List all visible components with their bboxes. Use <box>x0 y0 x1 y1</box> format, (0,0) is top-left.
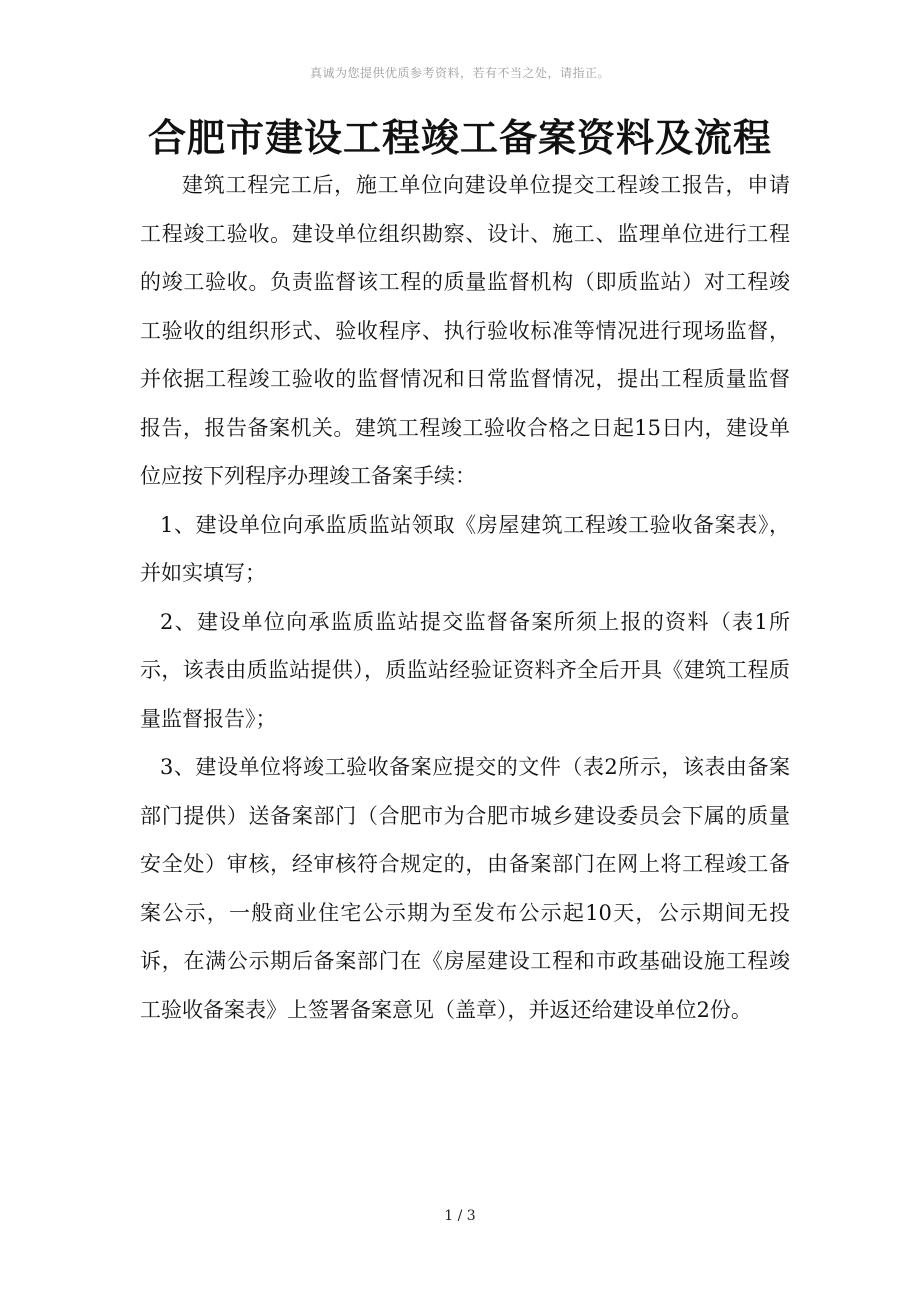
header-disclaimer: 真诚为您提供优质参考资料，若有不当之处，请指正。 <box>309 66 610 80</box>
intro-paragraph: 建筑工程完工后，施工单位向建设单位提交工程竣工报告，申请工程竣工验收。建设单位组织勘察、设计、施工、监理单位进行工程的竣工验收。负责监督该工程的质量监督机构（即质监站）对工程竣工验收的组织形式、验收程序、执行验收标准等情况进行现场监督，并依据工程竣工验收的监督情况和日常监督情况，提出工程质量监督报告，报告备案机关。建筑工程竣工验收合格之日起15日内，建设单位应按下列程序办理竣工备案手续： <box>140 173 790 488</box>
page-number: 1 / 3 <box>444 1208 476 1224</box>
procedure-item-3: 3、建设单位将竣工验收备案应提交的文件（表2所示，该表由备案部门提供）送备案部门（合肥市为合肥市城乡建设委员会下属的质量安全处）审核，经审核符合规定的，由备案部门在网上将工程竣工备案公示，一般商业住宅公示期为至发布公示起10天，公示期间无投诉，在满公示期后备案部门在《房屋建设工程和市政基础设施工程竣工验收备案表》上签署备案意见（盖章），并返还给建设单位2份。 <box>140 755 790 1022</box>
procedure-item-1: 1、建设单位向承监质监站领取《房屋建筑工程竣工验收备案表》，并如实填写； <box>140 512 790 585</box>
procedure-item-2: 2、建设单位向承监质监站提交监督备案所须上报的资料（表1所示，该表由质监站提供），质监站经验证资料齐全后开具《建筑工程质量监督报告》； <box>140 609 790 731</box>
document-title: 合肥市建设工程竣工备案资料及流程 <box>147 115 772 160</box>
document-body <box>140 161 790 1034</box>
